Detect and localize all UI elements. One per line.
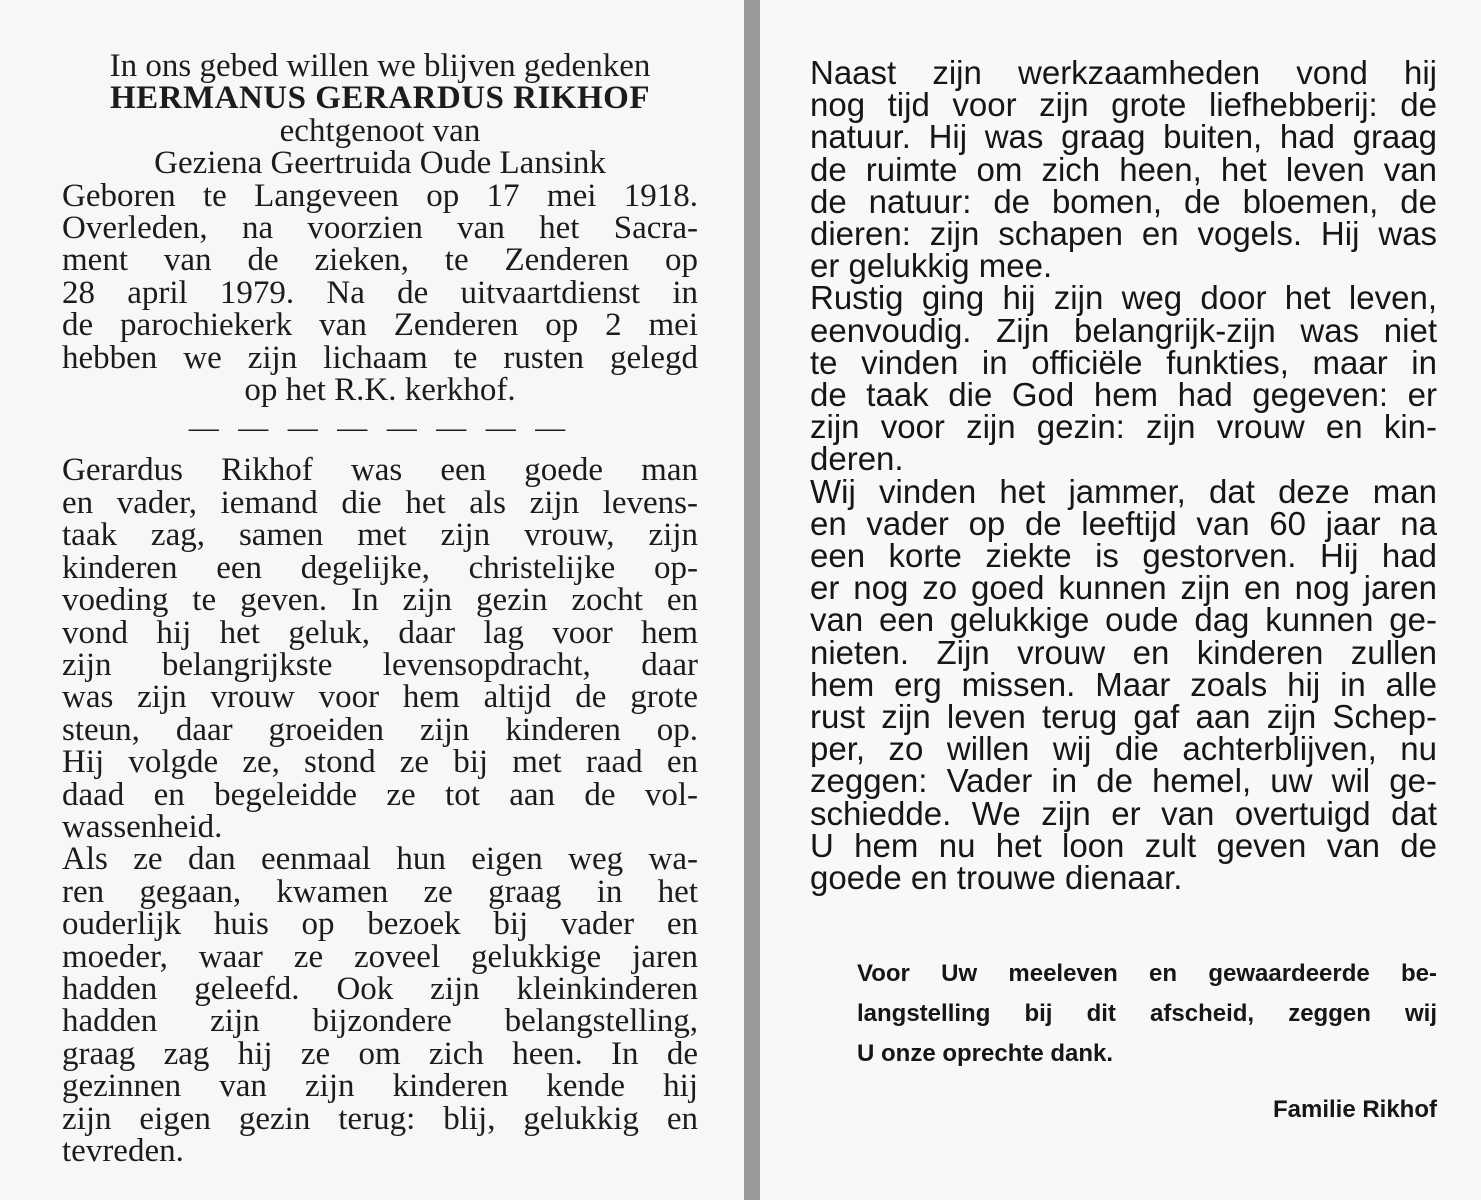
spouse-name: Geziena Geertruida Oude Lansink xyxy=(154,145,606,182)
text-line: de taak die God hem had gegeven: er xyxy=(810,376,1437,414)
family-signature: Familie Rikhof xyxy=(1272,1096,1437,1123)
text-line: nieten. Zijn vrouw en kinderen zullen xyxy=(810,633,1437,671)
text-line: zeggen: Vader in de hemel, uw wil ge- xyxy=(810,762,1437,800)
text-line: op het R.K. kerkhof. xyxy=(244,372,516,409)
text-line: hadden zijn bijzondere belangstelling, xyxy=(62,1003,698,1040)
text-line: Wij vinden het jammer, dat deze man xyxy=(810,472,1437,510)
deceased-name: HERMANUS GERARDUS RIKHOF xyxy=(109,80,651,117)
text-line: zijn belangrijkste levensopdracht, daar xyxy=(62,646,698,683)
text-line: nog tijd voor zijn grote liefhebberij: de xyxy=(810,86,1437,124)
text-line: Overleden, na voorzien van het Sacra- xyxy=(62,210,698,247)
text-line: wassenheid. xyxy=(62,808,223,845)
text-line: zijn eigen gezin terug: blij, gelukkig en xyxy=(62,1100,698,1137)
right-page-text xyxy=(810,54,1437,897)
text-line: de ruimte om zich heen, het leven van xyxy=(810,150,1437,188)
text-line: steun, daar groeiden zijn kinderen op. xyxy=(62,711,698,748)
text-line: en vader, iemand die het als zijn levens- xyxy=(62,484,698,521)
text-line: daad en begeleidde ze tot aan de vol- xyxy=(62,776,698,813)
text-line: gezinnen van zijn kinderen kende hij xyxy=(62,1068,698,1105)
text-line: goede en trouwe dienaar. xyxy=(810,859,1183,897)
left-page-text xyxy=(62,50,698,1167)
text-line: vond hij het geluk, daar lag voor hem xyxy=(62,614,698,651)
text-line: de parochiekerk van Zenderen op 2 mei xyxy=(62,307,698,344)
text-line: een korte ziekte is gestorven. Hij had xyxy=(810,537,1437,575)
text-line: hem erg missen. Maar zoals hij in alle xyxy=(810,665,1437,703)
text-line: Geboren te Langeveen op 17 mei 1918. xyxy=(62,177,698,214)
text-line: kinderen een degelijke, christelijke op- xyxy=(62,549,698,586)
character-paragraph xyxy=(810,279,1437,478)
text-line: voeding te geven. In zijn gezin zocht en xyxy=(62,582,698,619)
text-line: hebben we zijn lichaam te rusten gelegd xyxy=(62,339,698,376)
text-line: ment van de zieken, te Zenderen op xyxy=(62,242,698,279)
relation-line: echtgenoot van xyxy=(279,112,481,149)
text-line: tevreden. xyxy=(62,1133,184,1169)
text-line: ouderlijk huis op bezoek bij vader en xyxy=(62,906,698,943)
text-line: de natuur: de bomen, de bloemen, de xyxy=(810,182,1437,220)
text-line: langstelling bij dit afscheid, zeggen wij xyxy=(857,1000,1437,1027)
text-line: zijn voor zijn gezin: zijn vrouw en kin- xyxy=(810,408,1437,446)
text-line: moeder, waar ze zoveel gelukkige jaren xyxy=(62,938,698,975)
text-line: te vinden in officiële funkties, maar in xyxy=(810,343,1437,381)
text-line: U hem nu het loon zult geven van de xyxy=(810,826,1437,864)
nature-paragraph xyxy=(810,54,1437,285)
birth-death-block xyxy=(62,177,698,409)
farewell-paragraph xyxy=(810,472,1437,897)
intro-line: In ons gebed willen we blijven gedenken xyxy=(109,48,651,84)
text-line: er gelukkig mee. xyxy=(810,247,1053,285)
text-line: was zijn vrouw voor hem altijd de grote xyxy=(62,679,698,716)
text-line: per, zo willen wij die achterblijven, nu xyxy=(810,730,1437,768)
text-line: U onze oprechte dank. xyxy=(857,1040,1114,1067)
text-line: dieren: zijn schapen en vogels. Hij was xyxy=(810,215,1437,253)
text-line: en vader op de leeftijd van 60 jaar na xyxy=(810,504,1437,542)
text-line: hadden geleefd. Ook zijn kleinkinderen xyxy=(62,970,698,1007)
text-line: Hij volgde ze, stond ze bij met raad en xyxy=(62,744,698,781)
text-line: Rustig ging hij zijn weg door het leven, xyxy=(810,279,1437,317)
text-line: Als ze dan eenmaal hun eigen weg wa- xyxy=(62,841,698,878)
text-line: rust zijn leven terug gaf aan zijn Schep- xyxy=(810,698,1437,736)
text-line: er nog zo goed kunnen zijn en nog jaren xyxy=(810,569,1437,607)
life-paragraph-1 xyxy=(62,454,698,843)
text-line: taak zag, samen met zijn vrouw, zijn xyxy=(62,517,698,554)
text-line: graag zag hij ze om zich heen. In de xyxy=(62,1035,698,1072)
divider-dashes: — — — — — — — — xyxy=(188,411,572,445)
text-line: 28 april 1979. Na de uitvaartdienst in xyxy=(62,274,698,311)
text-line: ren gegaan, kwamen ze graag in het xyxy=(62,873,698,910)
text-line: natuur. Hij was graag buiten, had graag xyxy=(810,118,1437,156)
text-line: schiedde. We zijn er van overtuigd dat xyxy=(810,794,1437,832)
text-line: deren. xyxy=(810,440,904,478)
text-line: Gerardus Rikhof was een goede man xyxy=(62,452,698,489)
text-line: van een gelukkige oude dag kunnen ge- xyxy=(810,601,1437,639)
life-paragraph-2 xyxy=(62,843,698,1167)
text-line: Naast zijn werkzaamheden vond hij xyxy=(810,54,1437,91)
text-line: eenvoudig. Zijn belangrijk-zijn was niet xyxy=(810,311,1437,349)
thanks-note xyxy=(857,954,1437,1074)
text-line: Voor Uw meeleven en gewaardeerde be- xyxy=(857,960,1437,987)
